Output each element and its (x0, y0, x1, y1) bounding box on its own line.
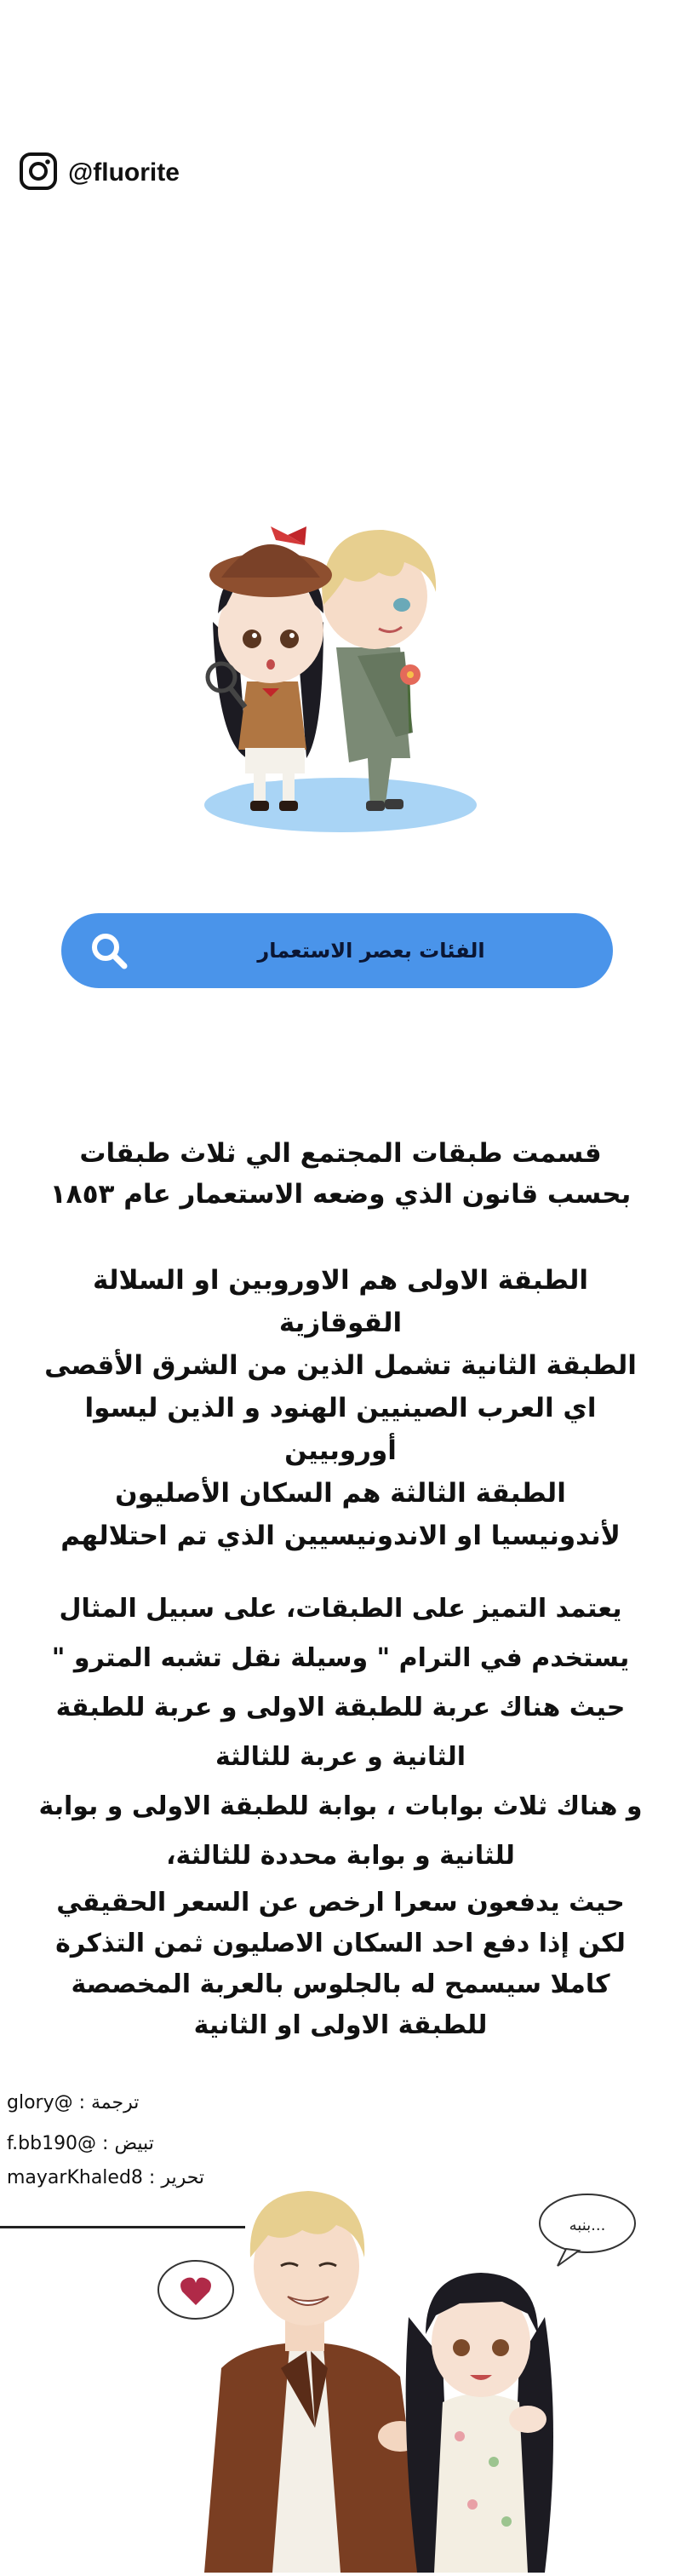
price-line: للطبقة الاولى او الثانية (193, 2010, 488, 2040)
classes-paragraph (17, 1259, 664, 1557)
example-line: للثانية و بوابة محددة للثالثة، (166, 1841, 515, 1871)
example-line: يستخدم في الترام " وسيلة نقل تشبه المترو " (51, 1643, 630, 1673)
example-line: و هناك ثلاث بوابات ، بوابة للطبقة الاولى و بوابة (38, 1791, 643, 1821)
woman-figure (406, 2273, 553, 2573)
boy-figure (322, 530, 436, 811)
man-figure (204, 2191, 426, 2573)
girl-figure (208, 526, 332, 811)
classes-line: القوقازية (278, 1308, 403, 1338)
speech-bubble (540, 2194, 635, 2266)
search-bar[interactable] (61, 913, 613, 988)
credit-cleaning: f.bb190@ : تبيض (7, 2133, 154, 2154)
price-paragraph (17, 1883, 664, 2046)
classes-line: أوروبيين (284, 1435, 397, 1466)
example-line: يعتمد التميز على الطبقات، على سبيل المثال (59, 1594, 622, 1624)
intro-line: قسمت طبقات المجتمع الي ثلاث طبقات (79, 1138, 602, 1169)
social-handle (19, 152, 180, 194)
price-line: لكن إذا دفع احد السكان الاصليون ثمن التذكرة (55, 1929, 626, 1958)
credit-translation: glory@ : ترجمة (7, 2092, 140, 2113)
price-line: حيث يدفعون سعرا ارخص عن السعر الحقيقي (56, 1888, 625, 1918)
handle-text: @fluorite (68, 158, 180, 187)
classes-line: الطبقة الثالثة هم السكان الأصليون (115, 1478, 566, 1509)
instagram-icon (19, 152, 58, 194)
heart-bubble (158, 2261, 233, 2319)
intro-paragraph (17, 1133, 664, 1215)
couple-illustration (145, 2147, 681, 2576)
price-line: كاملا سيسمح له بالجلوس بالعربة المخصصة (71, 1969, 610, 1999)
credit-editing: mayarKhaled8 : تحرير (7, 2167, 205, 2188)
example-paragraph (17, 1584, 664, 1881)
intro-line: بحسب قانون الذي وضعه الاستعمار عام ١٨٥٣ (49, 1179, 632, 1210)
classes-line: اي العرب الصينيين الهنود و الذين ليسوا (84, 1393, 597, 1423)
example-line: الثانية و عربة للثالثة (215, 1742, 466, 1772)
classes-line: الطبقة الثانية تشمل الذين من الشرق الأقصى (44, 1350, 637, 1381)
classes-line: الطبقة الاولى هم الاوروبين او السلالة (93, 1265, 588, 1296)
example-line: حيث هناك عربة للطبقة الاولى و عربة للطبقة (55, 1693, 626, 1722)
search-icon (85, 927, 133, 978)
chibi-illustration (187, 477, 511, 847)
classes-line: لأندونيسيا او الاندونيسيين الذي تم احتلالهم (60, 1521, 621, 1551)
search-label: الفئات بعصر الاستعمار (257, 939, 485, 963)
speech-text: بنبه... (569, 2217, 606, 2234)
